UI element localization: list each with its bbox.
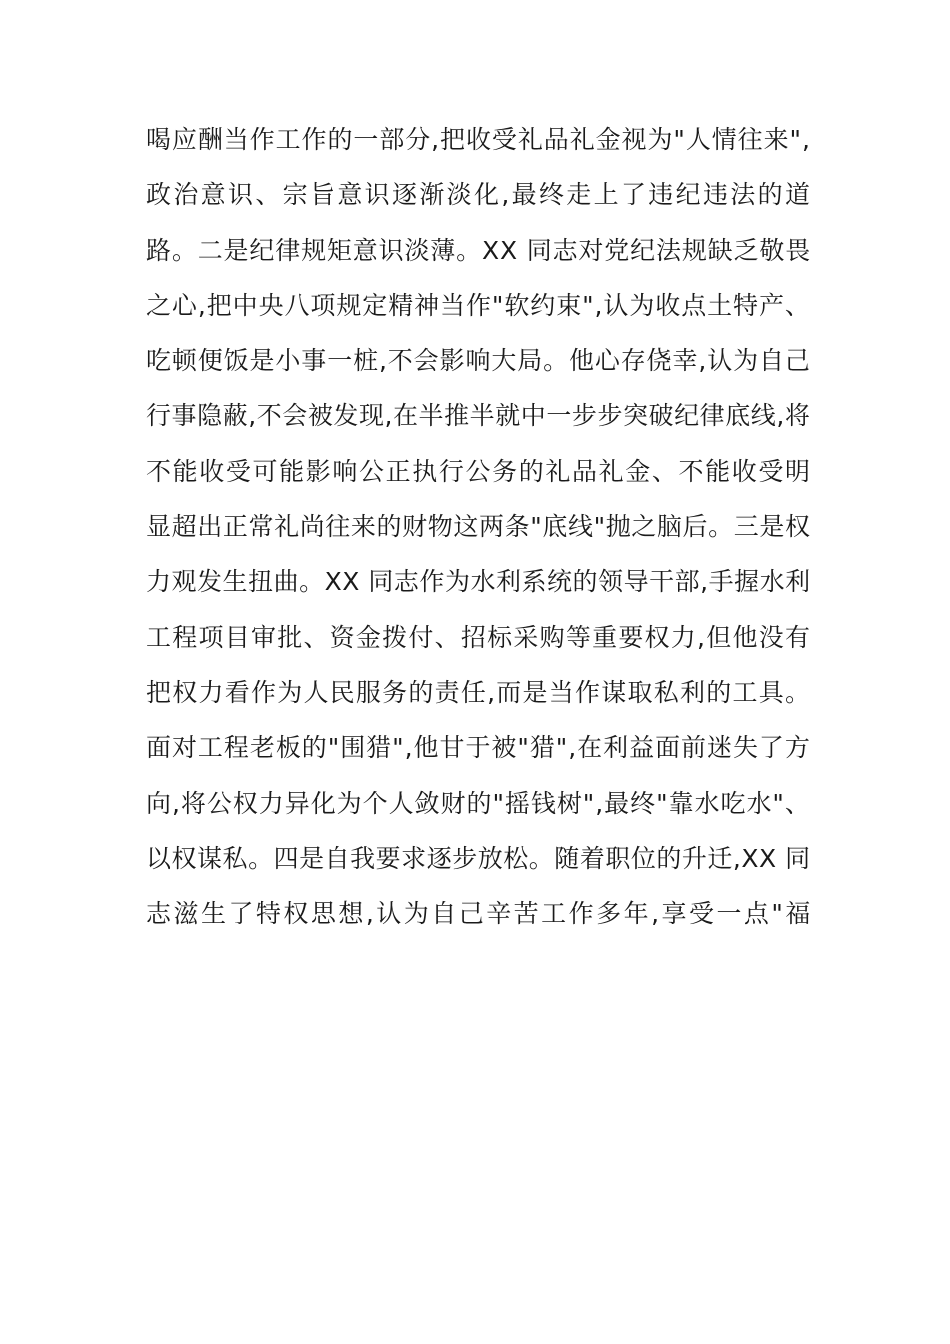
text-line: 向,将公权力异化为个人敛财的"摇钱树",最终"靠水吃水"、 [146, 788, 811, 818]
text-line: 行事隐蔽,不会被发现,在半推半就中一步步突破纪律底线,将 [146, 401, 811, 431]
text-line: 吃顿便饭是小事一桩,不会影响大局。他心存侥幸,认为自己 [146, 346, 811, 376]
text-line: 政治意识、宗旨意识逐渐淡化,最终走上了违纪违法的道 [146, 180, 813, 210]
text-line: 工程项目审批、资金拨付、招标采购等重要权力,但他没有 [146, 622, 812, 652]
text-line: 把权力看作为人民服务的责任,而是当作谋取私利的工具。 [146, 677, 812, 707]
text-line: 显超出正常礼尚往来的财物这两条"底线"抛之脑后。三是权 [146, 512, 811, 542]
body-text [146, 112, 813, 941]
text-line: 志滋生了特权思想,认为自己辛苦工作多年,享受一点"福 [146, 899, 813, 929]
text-line: 不能收受可能影响公正执行公务的礼品礼金、不能收受明 [146, 456, 812, 486]
text-line: 以权谋私。四是自我要求逐步放松。随着职位的升迁,XX 同 [146, 843, 811, 873]
text-line: 路。二是纪律规矩意识淡薄。XX 同志对党纪法规缺乏敬畏 [146, 235, 812, 265]
text-line: 力观发生扭曲。XX 同志作为水利系统的领导干部,手握水利 [146, 567, 811, 597]
text-line: 面对工程老板的"围猎",他甘于被"猎",在利益面前迷失了方 [146, 733, 811, 763]
text-line: 之心,把中央八项规定精神当作"软约束",认为收点土特产、 [146, 290, 811, 320]
text-line: 喝应酬当作工作的一部分,把收受礼品礼金视为"人情往来", [146, 125, 811, 154]
